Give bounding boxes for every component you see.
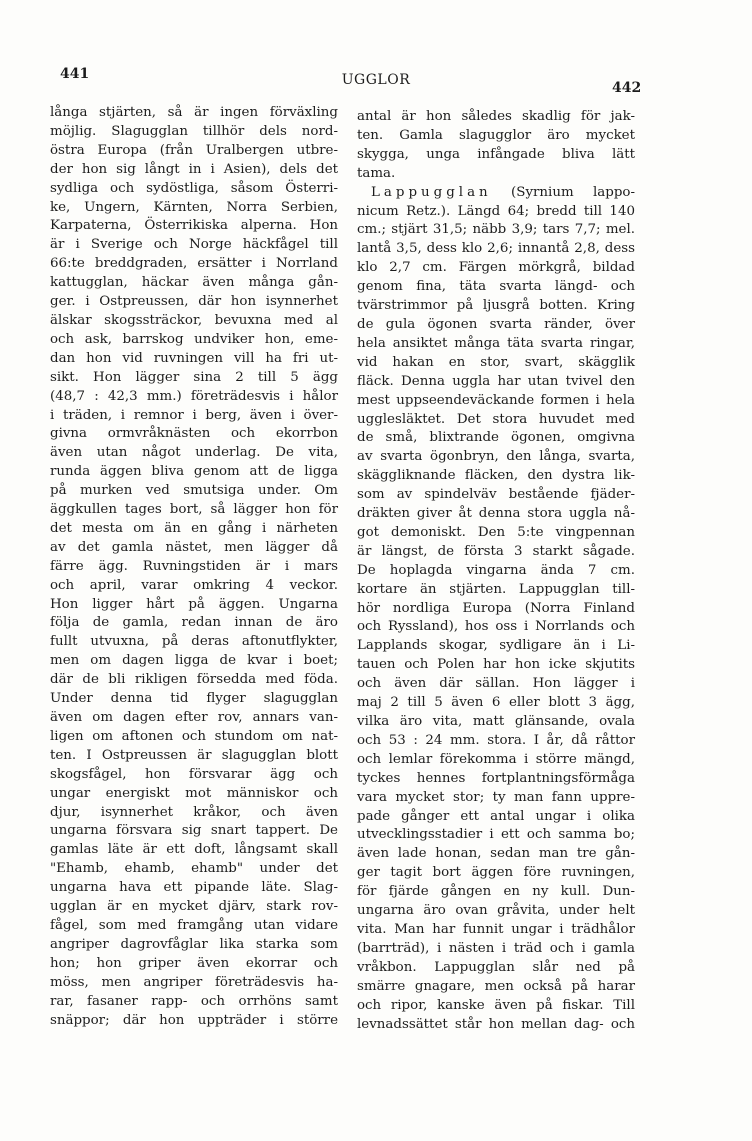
text-line: som av spindelväv bestående fjäder- [357,487,635,503]
text-line: av svarta ögonbryn, den långa, svarta, [357,449,635,465]
text-line: "Ehamb, ehamb, ehamb" under det [50,861,338,877]
text-line: smärre gnagare, men också på harar [357,978,635,994]
text-line: även lade honan, sedan man tre gån- [357,846,635,862]
text-line: levnadssättet står hon mellan dag- och [357,1016,635,1032]
left-text-column [50,104,338,1030]
text-line: cm.; stjärt 31,5; näbb 3,9; tars 7,7; mel. [357,222,635,238]
text-line: skygga, unga infångade bliva lätt [357,146,635,162]
text-line: där de bli rikligen försedda med föda. [50,672,338,688]
text-line: färre ägg. Ruvningstiden är i mars [50,558,338,574]
text-line: tama. [357,165,396,181]
text-line: i träden, i remnor i berg, även i över- [50,407,338,423]
text-line: äggkullen tages bort, så lägger hon för [50,502,338,518]
text-line: ungar energiskt mot människor och [50,785,338,801]
page-number-left: 441 [60,66,90,82]
text-line: och 53 : 24 mm. stora. I år, då råttor [357,732,635,748]
right-text-column [357,108,635,1034]
text-line: är längst, de första 3 starkt sågade. [357,543,635,559]
text-line: givna ormvråknästen och ekorrbon [50,426,338,442]
text-line: djur, isynnerhet kråkor, och även [50,804,338,820]
text-line: hela ansiktet många täta svarta ringar, [357,335,635,351]
text-line: ten. Gamla slagugglor äro mycket [357,127,635,143]
text-line: angriper dagrovfåglar lika starka som [50,936,338,952]
text-line: 66:te breddgraden, ersätter i Norrland [50,256,338,272]
text-line: ungarna hava ett pipande läte. Slag- [50,880,338,896]
text-line: dräkten giver åt denna stora uggla nå- [357,506,635,522]
text-line: ugglan är en mycket djärv, stark rov- [50,899,338,915]
text-line: ger tagit bort äggen före ruvningen, [357,865,635,881]
paragraph-slagugglan-end [357,108,635,184]
text-line: långa stjärten, så är ingen förväxling [50,105,338,120]
text-line: vara mycket stor; ty man fann uppre- [357,789,635,805]
text-line: sydliga och sydöstliga, såsom Österri- [50,180,338,196]
text-line: ger. i Ostpreussen, där hon isynnerhet [50,294,338,310]
text-line: Hon ligger hårt på äggen. Ungarna [50,596,338,612]
text-line: och ripor, kanske även på fiskar. Till [357,997,635,1013]
text-line: snäppor; där hon uppträder i större [50,1012,338,1028]
text-line: kattugglan, häckar även många gån- [50,275,338,291]
paragraph-lappugglan [357,203,635,1035]
text-line: Karpaterna, Österrikiska alperna. Hon [50,218,338,234]
text-line: älskar skogssträckor, bevuxna med al [50,312,338,328]
text-line: runda äggen bliva genom att de ligga [50,464,338,480]
species-name: Lappugglan [371,184,492,200]
text-line: ugglesläktet. Det stora huvudet med [357,411,635,427]
text-line: vid hakan en stor, svart, skägglik [357,354,635,370]
text-line: ungarna äro ovan gråvita, under helt [357,903,635,919]
text-line: pade gånger ett antal ungar i olika [357,808,635,824]
text-line: tyckes hennes fortplantningsförmåga [357,770,635,786]
text-line: skäggliknande fläcken, den dystra lik- [357,468,635,484]
text-line: kortare än stjärten. Lappugglan till- [357,581,635,597]
page-number-right: 442 [612,80,642,96]
text-line: rar, fasaner rapp- och orrhöns samt [50,993,338,1009]
text-line: mest uppseendeväckande formen i hela [357,392,635,408]
species-latin-start: (Syrnium lappo- [491,184,635,200]
text-line: fullt utvuxna, på deras aftonutflykter, [50,634,338,650]
text-line: på murken ved smutsiga under. Om [50,483,338,499]
text-line: är i Sverige och Norge häckfågel till [50,237,338,253]
text-line: de små, blixtrande ögonen, omgivna [357,430,635,446]
text-line: antal är hon således skadlig för jak- [357,109,635,124]
text-line: ligen om aftonen och stundom om nat- [50,728,338,744]
text-line: dan hon vid ruvningen vill ha fri ut- [50,350,338,366]
text-line: maj 2 till 5 även 6 eller blott 3 ägg, [357,695,635,711]
text-line: utvecklingsstadier i ett och samma bo; [357,827,635,843]
text-line: De hoplagda vingarna ända 7 cm. [357,562,635,578]
running-title: UGGLOR [341,72,411,88]
text-line: och ask, barrskog undviker hon, eme- [50,331,338,347]
text-line: det mesta om än en gång i närheten [50,520,338,536]
text-line: sikt. Hon lägger sina 2 till 5 ägg [50,369,338,385]
species-heading-line [357,184,635,203]
text-line: der hon sig långt in i Asien), dels det [50,161,338,177]
text-line: ten. I Ostpreussen är slagugglan blott [50,747,338,763]
text-line: klo 2,7 cm. Färgen mörkgrå, bildad [357,260,635,276]
text-line: ungarna försvara sig snart tappert. De [50,823,338,839]
text-line: och Ryssland), hos oss i Norrlands och [357,619,635,635]
text-line: möss, men angriper företrädesvis ha- [50,974,338,990]
text-line: genom fina, täta svarta längd- och [357,279,635,295]
text-line: ke, Ungern, Kärnten, Norra Serbien, [50,199,338,215]
text-line: vråkbon. Lappugglan slår ned på [357,959,635,975]
text-line: och april, varar omkring 4 veckor. [50,577,338,593]
text-line: och även där sällan. Hon lägger i [357,676,635,692]
text-line: och lemlar förekomma i större mängd, [357,751,635,767]
text-line: tauen och Polen har hon icke skjutits [357,657,635,673]
text-line: (48,7 : 42,3 mm.) företrädesvis i hålor [50,388,338,404]
text-line: men om dagen ligga de kvar i boet; [50,653,338,669]
text-line: de gula ögonen svarta ränder, över [357,316,635,332]
text-line: av det gamla nästet, men lägger då [50,539,338,555]
text-line: följa de gamla, redan innan de äro [50,615,338,631]
text-line: möjlig. Slagugglan tillhör dels nord- [50,123,338,139]
text-line: vita. Man har funnit ungar i trädhålor [357,921,635,937]
text-line: även om dagen efter rov, annars van- [50,710,338,725]
text-line: för fjärde gången en ny kull. Dun- [357,884,635,900]
text-line: lantå 3,5, dess klo 2,6; innantå 2,8, dess [357,241,635,257]
text-line: Under denna tid flyger slagugglan [50,691,338,707]
text-line: fläck. Denna uggla har utan tvivel den [357,373,635,389]
text-line: skogsfågel, hon försvarar ägg och [50,766,338,782]
text-line: vilka äro vita, matt glänsande, ovala [357,714,635,729]
text-line: (barrträd), i nästen i träd och i gamla [357,940,635,956]
text-line: got demoniskt. Den 5:te vingpennan [357,524,635,540]
text-line: östra Europa (från Uralbergen utbre- [50,142,338,158]
text-line: tvärstrimmor på ljusgrå botten. Kring [357,298,635,314]
text-line: nicum Retz.). Längd 64; bredd till 140 [357,203,635,219]
text-line: hör nordliga Europa (Norra Finland [357,600,635,616]
text-line: även utan något underlag. De vita, [50,445,338,461]
text-line: gamlas läte är ett doft, långsamt skall [50,842,338,858]
text-line: Lapplands skogar, sydligare än i Li- [357,638,635,654]
text-line: hon; hon griper även ekorrar och [50,955,338,971]
text-line: fågel, som med framgång utan vidare [50,917,338,933]
